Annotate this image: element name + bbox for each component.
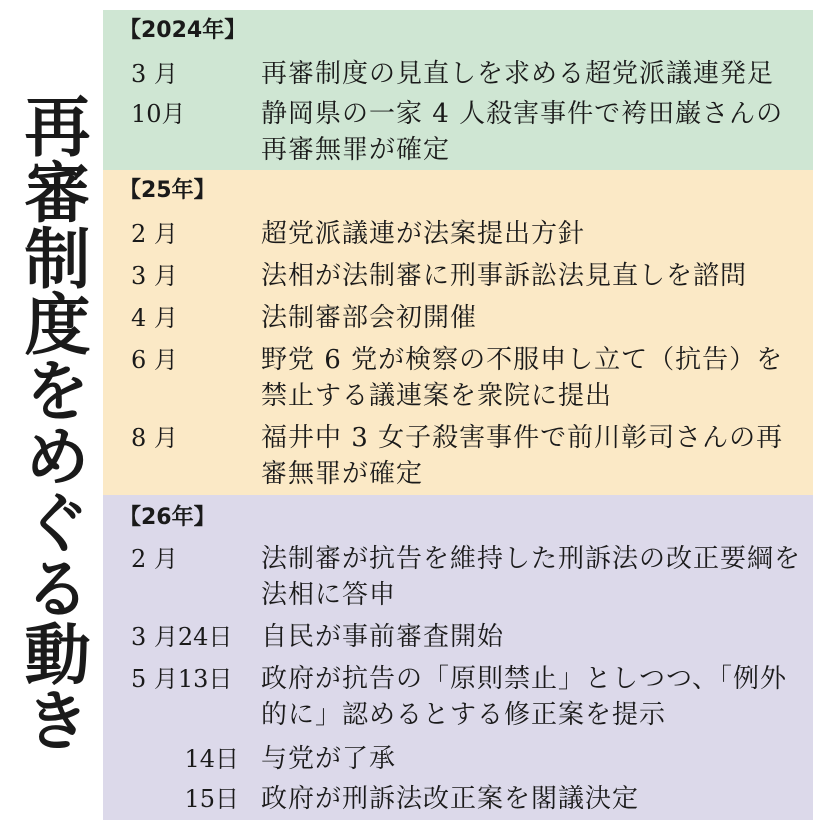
- entry-text: 超党派議連が法案提出方針: [261, 219, 586, 249]
- entry-text: 再審制度の見直しを求める超党派議連発足: [261, 59, 775, 89]
- entry-date: 15日: [184, 785, 239, 813]
- entry-text: 野党 6 党が検察の不服申し立て（抗告）を禁止する議連案を衆院に提出: [261, 345, 784, 411]
- section-26: [103, 495, 813, 820]
- year-heading: 【26年】: [119, 505, 216, 530]
- entry-date: 5 月13日: [131, 665, 233, 693]
- entry-text: 自民が事前審査開始: [261, 622, 505, 652]
- section-25: [103, 170, 813, 495]
- section-2024: [103, 10, 813, 170]
- entry-text: 政府が刑訴法改正案を閣議決定: [261, 784, 640, 814]
- entry-text: 法制審部会初開催: [261, 303, 478, 333]
- entry-text: 法相が法制審に刑事訴訟法見直しを諮問: [261, 261, 748, 291]
- page-title: 再審制度をめぐる動き: [13, 92, 90, 752]
- year-heading: 【2024年】: [119, 18, 247, 43]
- entry-date: 3 月: [131, 60, 178, 88]
- entry-date: 3 月: [131, 262, 178, 290]
- year-heading: 【25年】: [119, 178, 216, 203]
- entry-text: 法制審が抗告を維持した刑訴法の改正要綱を法相に答申: [261, 544, 802, 610]
- entry-text: 静岡県の一家 4 人殺害事件で袴田巌さんの再審無罪が確定: [261, 99, 784, 165]
- entry-date: 14日: [184, 745, 239, 773]
- entry-text: 福井中 3 女子殺害事件で前川彰司さんの再審無罪が確定: [261, 423, 784, 489]
- entry-date: 2 月: [131, 545, 178, 573]
- entry-date: 3 月24日: [131, 623, 233, 651]
- entry-text: 与党が了承: [261, 744, 397, 774]
- entry-text: 政府が抗告の「原則禁止」としつつ、「例外的に」認めるとする修正案を提示: [261, 664, 787, 730]
- entry-date: 6 月: [131, 346, 178, 374]
- entry-date: 8 月: [131, 424, 178, 452]
- entry-date: 10月: [131, 100, 186, 128]
- entry-date: 2 月: [131, 220, 178, 248]
- entry-date: 4 月: [131, 304, 178, 332]
